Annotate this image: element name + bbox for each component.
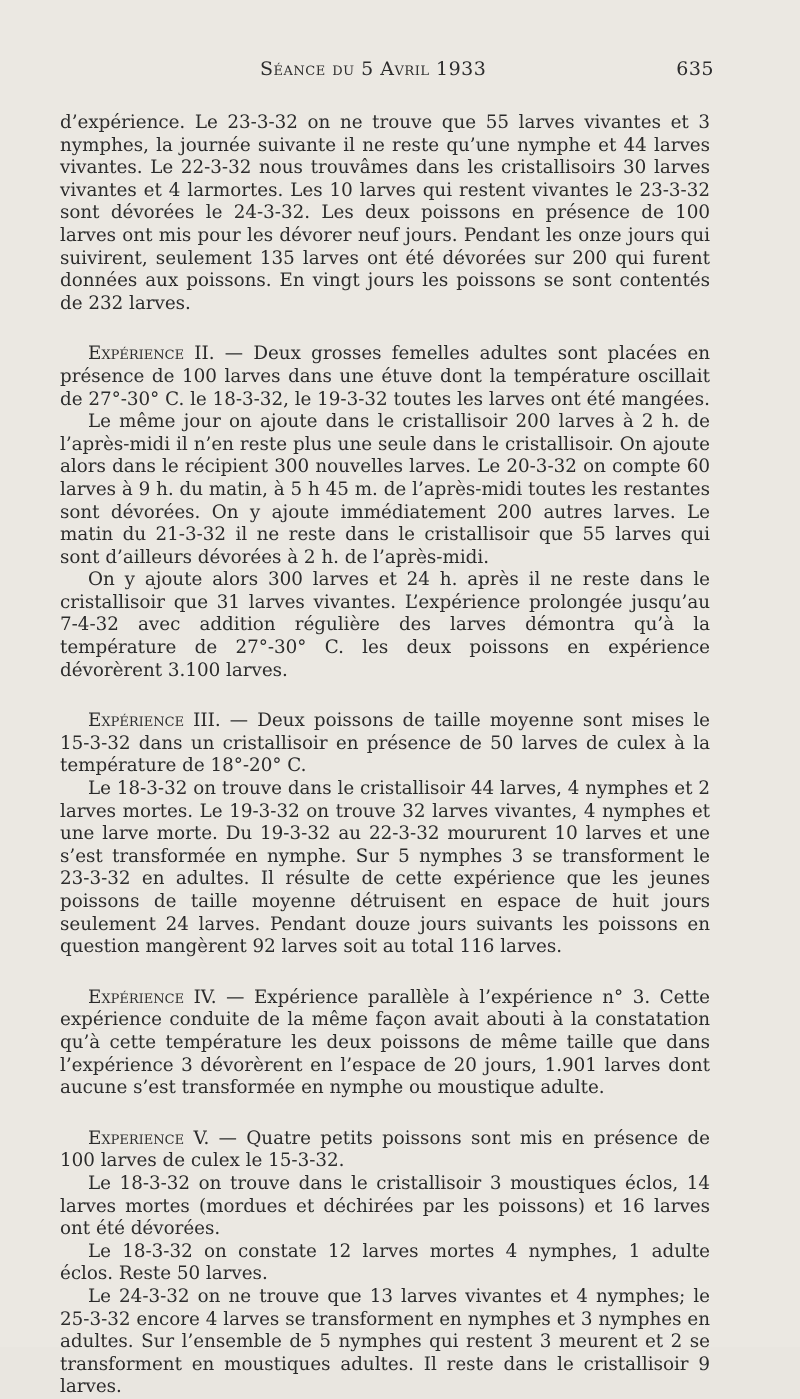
- experiment-title: Expérience II.: [88, 343, 215, 365]
- paragraph-text: — Deux poissons de taille moyenne sont mises le 15-3-32 dans un cristallisoir en présence de 50 larves de culex à la température de 18°-20° C.: [60, 710, 710, 777]
- experiment-title: Expérience IV.: [88, 986, 217, 1008]
- page-number: 635: [676, 58, 714, 80]
- paragraph-text: Le 18-3-32 on trouve dans le cristallisoir 3 moustiques éclos, 14 larves mortes (mordues et déchirées par les poissons) et 16 larves ont été dévorées.: [60, 1172, 710, 1240]
- paragraph: [60, 569, 710, 682]
- paragraph: [60, 1173, 710, 1241]
- paragraph-text: — Quatre petits poissons sont mis en présence de 100 larves de culex le 15-3-32.: [60, 1127, 710, 1172]
- experiment-paragraph: [60, 343, 710, 411]
- paragraph: [60, 1286, 710, 1399]
- paragraph-text: Le même jour on ajoute dans le cristallisoir 200 larves à 2 h. de l’après-midi il n’en reste plus une seule dans le cristallisoir. On ajoute alors dans le récipient 300 nouvelles larves. Le 20-3-32 on compte 60 larves à 9 h. du matin, à 5 h 45 m. de l’après-midi toutes les restantes sont dévorées. On y ajoute immédiatement 200 autres larves. Le matin du 21-3-32 il ne reste dans le cristallisoir que 55 larves qui sont d’ailleurs dévorées à 2 h. de l’après-midi.: [60, 411, 710, 568]
- paragraph: [60, 1241, 710, 1286]
- body-text: [60, 112, 710, 1399]
- experiment-paragraph: [60, 710, 710, 778]
- paragraph-text: Le 18-3-32 on constate 12 larves mortes 4 nymphes, 1 adulte éclos. Reste 50 larves.: [60, 1240, 710, 1285]
- experiment-title: Expérience III.: [88, 710, 221, 732]
- paragraph-continuation: [60, 112, 710, 315]
- paragraph-text: — Deux grosses femelles adultes sont placées en présence de 100 larves dans une étuve dont la température oscillait de 27°-30° C. le 18-3-32, le 19-3-32 toutes les larves ont été mangées.: [60, 343, 710, 410]
- experiment-paragraph: [60, 987, 710, 1100]
- paragraph-text: — Expérience parallèle à l’expérience n° 3. Cette expérience conduite de la même façon avait abouti à la constatation qu’à cette température les deux poissons de même taille que dans l’expérience 3 dévorèrent en l’espace de 20 jours, 1.901 larves dont aucune s’est transformée en nymphe ou moustique adulte.: [60, 986, 710, 1099]
- running-head: Séance du 5 Avril 1933: [260, 58, 487, 80]
- experiment-title: Experience V.: [88, 1127, 210, 1149]
- experiment-paragraph: [60, 1128, 710, 1173]
- paragraph: [60, 411, 710, 569]
- paragraph-text: On y ajoute alors 300 larves et 24 h. après il ne reste dans le cristallisoir que 31 larves vivantes. L’expérience prolongée jusqu’au 7-4-32 avec addition régulière des larves démontra qu’à la température de 27°-30° C. les deux poissons en expérience dévorèrent 3.100 larves.: [60, 569, 710, 681]
- paragraph-text: Le 24-3-32 on ne trouve que 13 larves vivantes et 4 nymphes; le 25-3-32 encore 4 larves se transforment en nymphes et 3 nymphes en adultes. Sur l’ensemble de 5 nymphes qui restent 3 meurent et 2 se transforment en moustiques adultes. Il reste dans le cristallisoir 9 larves.: [60, 1285, 710, 1398]
- paragraph-text: Le 18-3-32 on trouve dans le cristallisoir 44 larves, 4 nymphes et 2 larves mortes. Le 19-3-32 on trouve 32 larves vivantes, 4 nymphes et une larve morte. Du 19-3-32 au 22-3-32 moururent 10 larves et une s’est transformée en nymphe. Sur 5 nymphes 3 se transforment le 23-3-32 en adultes. Il résulte de cette expérience que les jeunes poissons de taille moyenne détruisent en espace de huit jours seulement 24 larves. Pendant douze jours suivants les poissons en question mangèrent 92 larves soit au total 116 larves.: [60, 778, 710, 958]
- paragraph-text: d’expérience. Le 23-3-32 on ne trouve que 55 larves vivantes et 3 nymphes, la journée suivante il ne reste qu’une nymphe et 44 larves vivantes. Le 22-3-32 nous trouvâmes dans les cristallisoirs 30 larves vivantes et 4 larmortes. Les 10 larves qui restent vivantes le 23-3-32 sont dévorées le 24-3-32. Les deux poissons en présence de 100 larves ont mis pour les dévorer neuf jours. Pendant les onze jours qui suivirent, seulement 135 larves ont été dévorées sur 200 qui furent données aux poissons. En vingt jours les poissons se sont contentés de 232 larves.: [60, 112, 710, 314]
- paragraph: [60, 778, 710, 959]
